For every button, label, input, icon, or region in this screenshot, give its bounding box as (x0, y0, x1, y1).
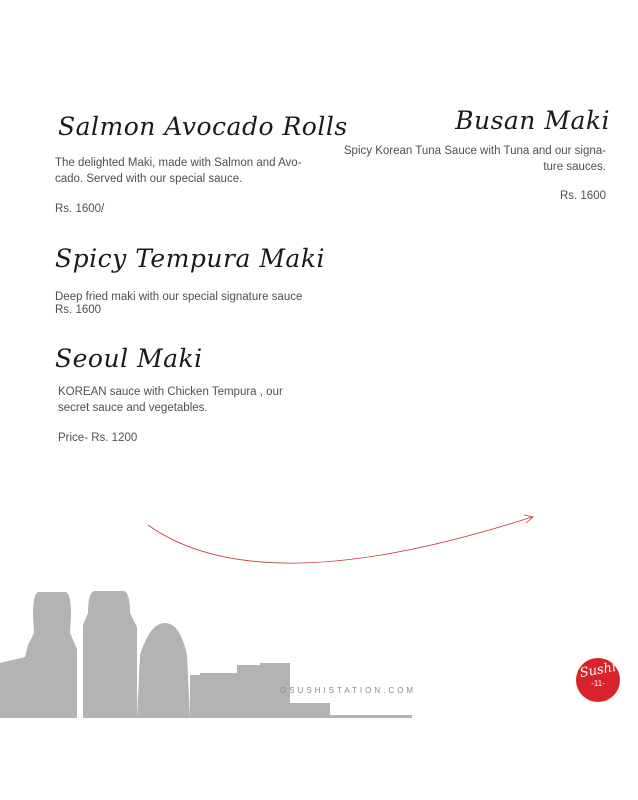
menu-item-title: Spicy Tempura Maki (55, 244, 325, 273)
menu-item-price: Rs. 1600/ (55, 203, 105, 215)
page-number: -11- (591, 679, 605, 688)
menu-item-price: Rs. 1600 (55, 304, 102, 316)
menu-item-description: The delighted Maki, made with Salmon and Avo-cado. Served with our special sauce. (55, 157, 302, 185)
logo-text: Sushi (578, 659, 618, 682)
website-url: OSUSHISTATION.COM (280, 686, 417, 695)
menu-item-description: Deep fried maki with our special signature sauce (55, 291, 303, 303)
menu-item-title: Salmon Avocado Rolls (58, 112, 348, 141)
skyline-silhouette (0, 585, 420, 720)
menu-item-price: Rs. 1600 (559, 190, 606, 202)
menu-item-description: KOREAN sauce with Chicken Tempura , our secret sauce and vegetables. (58, 386, 283, 414)
menu-item-description: Spicy Korean Tuna Sauce with Tuna and our signa-ture sauces. (343, 145, 606, 173)
menu-item-price: Price- Rs. 1200 (58, 432, 138, 444)
menu-item-title: Busan Maki (455, 106, 610, 135)
menu-item-title: Seoul Maki (55, 344, 203, 373)
decorative-arrow (140, 505, 540, 580)
sushi-logo-badge (576, 658, 620, 702)
